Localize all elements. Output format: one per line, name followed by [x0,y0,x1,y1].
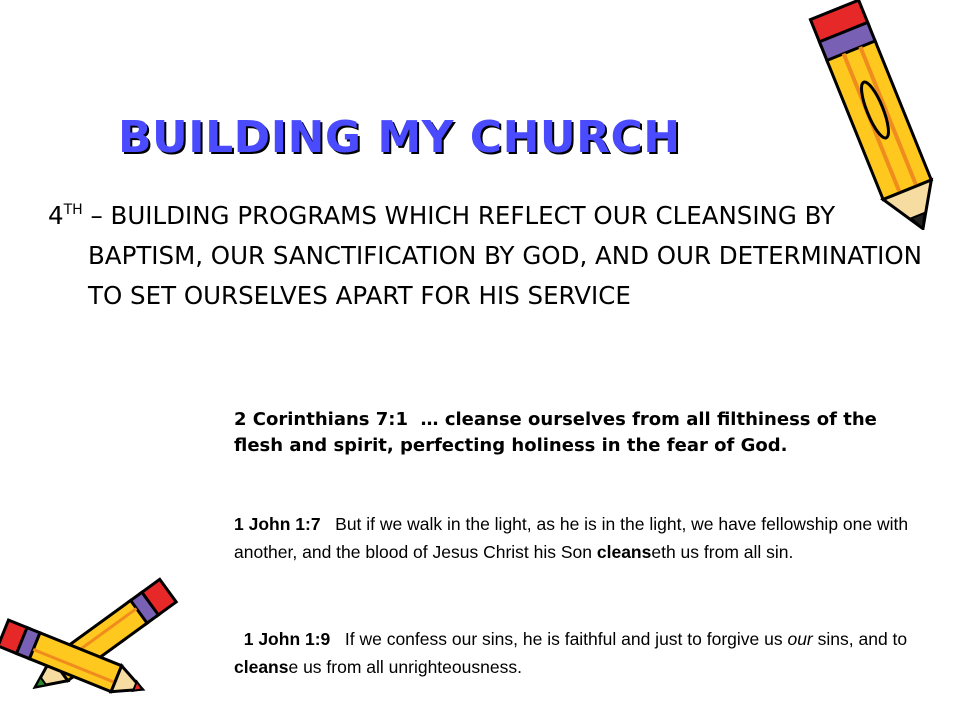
verse-emphasis: cleanse [444,409,522,430]
verse-text: ourselves from all filthiness of the flesh and spirit, perfecting holiness in the fear of God. [234,409,877,456]
verse-ellipsis: … [408,409,445,430]
verse-text-mid: sins, and to [812,629,908,649]
verse-reference: 1 John 1:7 [234,514,321,534]
point-text: – BUILDING PROGRAMS WHICH REFLECT OUR CLEANSING BY BAPTISM, OUR SANCTIFICATION BY GOD, AND OUR DETERMINATION TO SET OURSELVES APART FOR HIS SERVICE [82,201,922,310]
verse-1-john-1-9 [234,625,914,681]
verse-1-john-1-7 [234,510,914,566]
pencil-icon-bottom-left-front [0,600,160,720]
verse-indent [234,629,244,649]
verse-emphasis: cleans [234,657,289,677]
verse-2-corinthians [234,407,914,459]
verse-reference: 1 John 1:9 [243,629,331,649]
verse-italic: our [787,629,813,649]
point-ordinal-suffix: TH [63,202,83,218]
main-point [48,196,938,316]
slide-title: BUILDING MY CHURCH [118,112,681,163]
point-number: 4 [48,201,64,230]
verse-reference: 2 Corinthians 7:1 [234,409,409,430]
verse-text: If we confess our sins, he is faithful and just to forgive us [330,629,788,649]
verse-text: But if we walk in the light, as he is in the light, we have fellowship one with another, and the blood of Jesus Christ his Son [234,514,913,562]
verse-emphasis: cleans [596,542,652,562]
verse-text-end: e us from all unrighteousness. [288,657,522,677]
verse-text-end: eth us from all sin. [651,542,794,562]
